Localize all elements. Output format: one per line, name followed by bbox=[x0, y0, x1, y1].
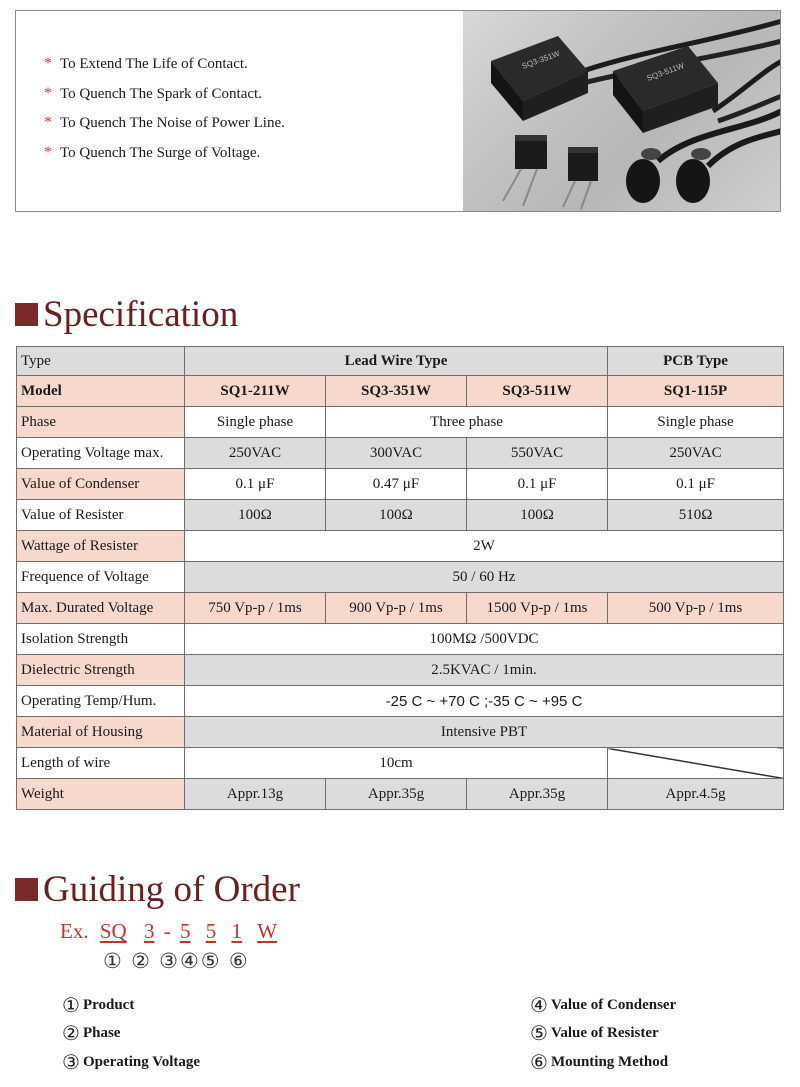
table-row bbox=[17, 779, 784, 810]
table-cell: 300VAC bbox=[326, 438, 467, 469]
example-part-mounting: W bbox=[257, 919, 278, 943]
heading-square-icon bbox=[15, 878, 38, 901]
asterisk-icon: * bbox=[44, 55, 52, 72]
example-prefix: Ex. bbox=[60, 919, 89, 943]
example-part-phase: 3 bbox=[143, 919, 155, 943]
order-legend-right bbox=[530, 991, 676, 1077]
table-cell: 750 Vp-p / 1ms bbox=[185, 593, 326, 624]
table-cell: 0.1 μF bbox=[467, 469, 608, 500]
row-label: Operating Temp/Hum. bbox=[17, 686, 185, 717]
feature-item: * To Quench The Surge of Voltage. bbox=[44, 143, 261, 161]
table-row bbox=[17, 686, 784, 717]
legend-item: ② Phase bbox=[62, 1023, 121, 1046]
svg-text:SQ3-351W: SQ3-351W bbox=[520, 48, 561, 71]
row-label: Operating Voltage max. bbox=[17, 438, 185, 469]
example-part-voltage: 5 bbox=[179, 919, 191, 943]
table-cell: -25 C ~ +70 C ;-35 C ~ +95 C bbox=[185, 686, 784, 717]
row-label: Dielectric Strength bbox=[17, 655, 185, 686]
not-applicable-cell bbox=[608, 748, 784, 779]
table-cell: Appr.4.5g bbox=[608, 779, 784, 810]
table-cell: 550VAC bbox=[467, 438, 608, 469]
table-cell: 2W bbox=[185, 531, 784, 562]
table-row bbox=[17, 500, 784, 531]
asterisk-icon: * bbox=[44, 84, 52, 102]
table-cell: 100Ω bbox=[185, 500, 326, 531]
table-row bbox=[17, 438, 784, 469]
feature-list bbox=[44, 55, 285, 173]
table-row bbox=[17, 347, 784, 376]
pcb-type-header: PCB Type bbox=[608, 347, 784, 376]
feature-item: * To Extend The Life of Contact. bbox=[44, 55, 248, 72]
legend-item: ③ Operating Voltage bbox=[62, 1051, 201, 1074]
feature-item: * To Quench The Spark of Contact. bbox=[44, 84, 262, 102]
table-row bbox=[17, 562, 784, 593]
row-label: Weight bbox=[17, 779, 185, 810]
row-label: Isolation Strength bbox=[17, 624, 185, 655]
table-row bbox=[17, 531, 784, 562]
table-cell: Intensive PBT bbox=[185, 717, 784, 748]
legend-item: ⑤ Value of Resister bbox=[530, 1023, 659, 1046]
specification-table bbox=[16, 346, 784, 810]
legend-item: ⑥ Mounting Method bbox=[530, 1051, 669, 1074]
legend-item: ④ Value of Condenser bbox=[530, 994, 677, 1017]
example-separator: - bbox=[163, 919, 171, 943]
table-cell: 900 Vp-p / 1ms bbox=[326, 593, 467, 624]
svg-text:SQ3-511W: SQ3-511W bbox=[645, 61, 686, 83]
lead-wire-type-header: Lead Wire Type bbox=[185, 347, 608, 376]
table-row bbox=[17, 717, 784, 748]
row-label: Value of Resister bbox=[17, 500, 185, 531]
table-cell: 100Ω bbox=[467, 500, 608, 531]
table-cell: 0.1 μF bbox=[608, 469, 784, 500]
order-legend-left bbox=[62, 991, 200, 1077]
example-part-resister: 1 bbox=[231, 919, 242, 943]
table-cell: Three phase bbox=[326, 407, 608, 438]
row-label: Phase bbox=[17, 407, 185, 438]
example-part-condenser: 5 bbox=[205, 919, 217, 943]
table-row bbox=[17, 469, 784, 500]
specification-heading: Specification bbox=[15, 293, 238, 336]
table-row bbox=[17, 376, 784, 407]
table-cell: 10cm bbox=[185, 748, 608, 779]
table-cell: 100MΩ /500VDC bbox=[185, 624, 784, 655]
table-row bbox=[17, 407, 784, 438]
model-cell: SQ3-351W bbox=[326, 376, 467, 407]
table-cell: 2.5KVAC / 1min. bbox=[185, 655, 784, 686]
table-cell: Single phase bbox=[608, 407, 784, 438]
model-cell: SQ1-115P bbox=[608, 376, 784, 407]
product-photo bbox=[463, 11, 781, 212]
table-row bbox=[17, 624, 784, 655]
table-cell: 250VAC bbox=[608, 438, 784, 469]
table-cell: 0.1 μF bbox=[185, 469, 326, 500]
asterisk-icon: * bbox=[44, 114, 52, 131]
legend-item: ① Product bbox=[62, 994, 135, 1017]
table-cell: Single phase bbox=[185, 407, 326, 438]
model-label: Model bbox=[17, 376, 185, 407]
table-cell: 250VAC bbox=[185, 438, 326, 469]
table-cell: Appr.13g bbox=[185, 779, 326, 810]
row-label: Max. Durated Voltage bbox=[17, 593, 185, 624]
row-label: Material of Housing bbox=[17, 717, 185, 748]
order-example bbox=[60, 919, 277, 944]
example-number-row: ① ② ③④⑤ ⑥ bbox=[103, 949, 250, 973]
asterisk-icon: * bbox=[44, 143, 52, 161]
row-label: Wattage of Resister bbox=[17, 531, 185, 562]
table-cell: 510Ω bbox=[608, 500, 784, 531]
type-label: Type bbox=[17, 347, 185, 376]
guiding-of-order-heading: Guiding of Order bbox=[15, 868, 300, 911]
row-label: Frequence of Voltage bbox=[17, 562, 185, 593]
table-row bbox=[17, 748, 784, 779]
model-cell: SQ3-511W bbox=[467, 376, 608, 407]
table-cell: 500 Vp-p / 1ms bbox=[608, 593, 784, 624]
table-cell: Appr.35g bbox=[467, 779, 608, 810]
table-cell: Appr.35g bbox=[326, 779, 467, 810]
table-cell: 100Ω bbox=[326, 500, 467, 531]
spark-quencher-illustration bbox=[463, 11, 781, 212]
table-cell: 50 / 60 Hz bbox=[185, 562, 784, 593]
feature-box bbox=[15, 10, 781, 212]
table-cell: 0.47 μF bbox=[326, 469, 467, 500]
example-part-product: SQ bbox=[99, 919, 127, 943]
table-row bbox=[17, 593, 784, 624]
table-cell: 1500 Vp-p / 1ms bbox=[467, 593, 608, 624]
heading-square-icon bbox=[15, 303, 38, 326]
row-label: Length of wire bbox=[17, 748, 185, 779]
feature-item: * To Quench The Noise of Power Line. bbox=[44, 114, 285, 131]
table-row bbox=[17, 655, 784, 686]
model-cell: SQ1-211W bbox=[185, 376, 326, 407]
row-label: Value of Condenser bbox=[17, 469, 185, 500]
